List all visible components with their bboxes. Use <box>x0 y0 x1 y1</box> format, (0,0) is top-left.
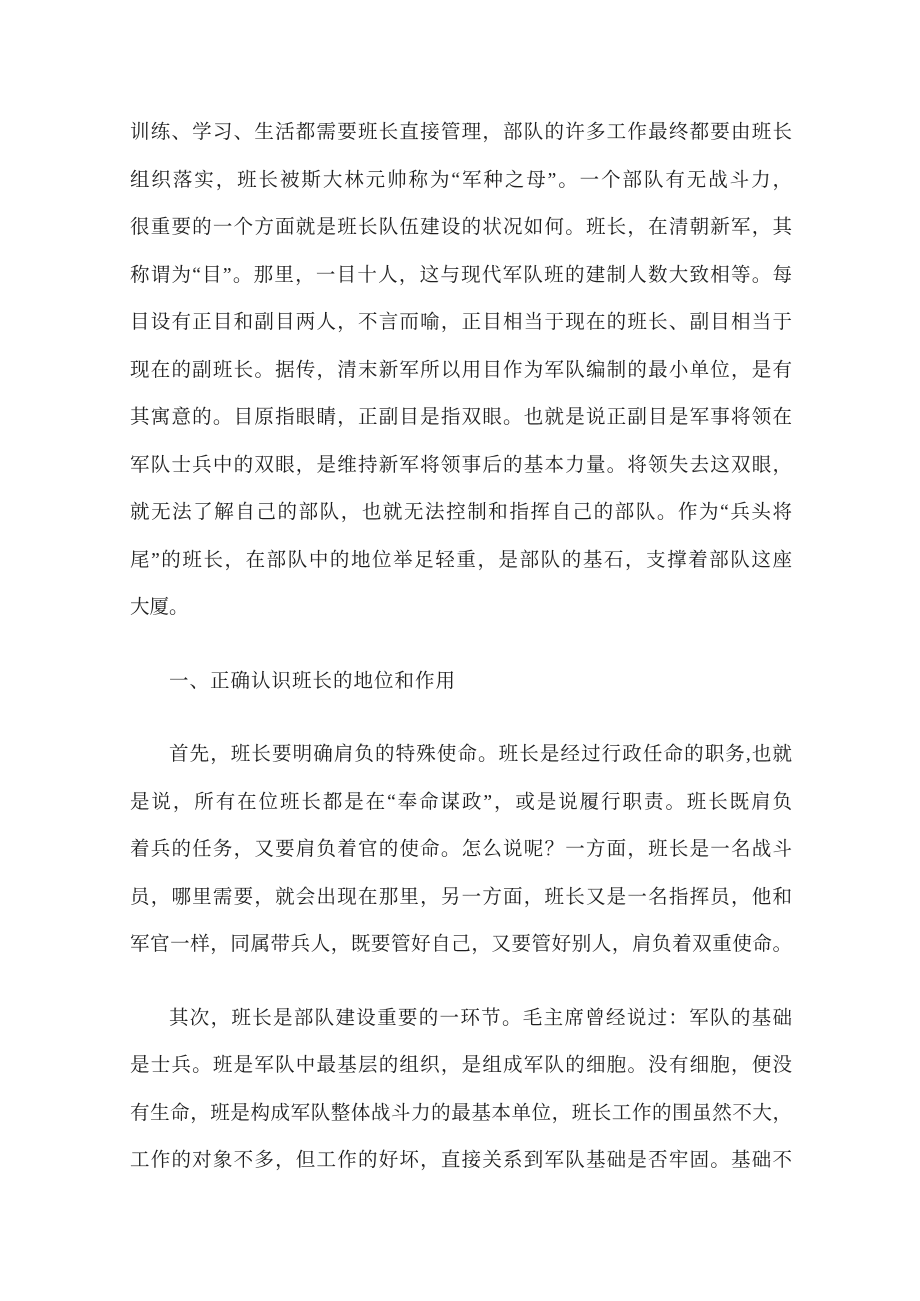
text-line: 着兵的任务，又要肩负着官的使命。怎么说呢？一方面，班长是一名战斗 <box>130 839 792 860</box>
section-heading <box>130 658 792 706</box>
text-line: 军队士兵中的双眼，是维持新军将领事后的基本力量。将领失去这双眼， <box>130 454 792 476</box>
text-line: 其次，班长是部队建设重要的一环节。毛主席曾经说过：军队的基础 <box>169 1007 792 1029</box>
document-body <box>130 109 792 1185</box>
text-line: 现在的副班长。据传，清末新军所以用目作为军队编制的最小单位，是有 <box>130 359 792 381</box>
paragraph <box>130 109 792 632</box>
text-line: 是士兵。班是军队中最基层的组织，是组成军队的细胞。没有细胞，便没 <box>130 1055 792 1076</box>
heading-line: 一、正确认识班长的地位和作用 <box>169 670 457 692</box>
text-line: 称谓为“目”。那里，一目十人，这与现代军队班的建制人数大致相等。每 <box>130 264 792 286</box>
text-line: 其寓意的。目原指眼睛，正副目是指双眼。也就是说正副目是军事将领在 <box>130 407 792 428</box>
text-line: 员，哪里需要，就会出现在那里，另一方面，班长又是一名指挥员，他和 <box>130 886 792 908</box>
text-line: 很重要的一个方面就是班长队伍建设的状况如何。班长，在清朝新军，其 <box>130 217 792 238</box>
text-line: 是说，所有在位班长都是在“奉命谋政”，或是说履行职责。班长既肩负 <box>130 791 792 813</box>
text-line: 军官一样，同属带兵人，既要管好自己，又要管好别人，肩负着双重使命。 <box>130 934 792 955</box>
text-line: 目设有正目和副目两人，不言而喻，正目相当于现在的班长、副目相当于 <box>130 312 792 333</box>
text-line: 尾”的班长，在部队中的地位举足轻重，是部队的基石，支撑着部队这座 <box>130 549 792 571</box>
text-line: 就无法了解自己的部队，也就无法控制和指挥自己的部队。作为“兵头将 <box>130 502 792 523</box>
paragraph <box>130 995 792 1185</box>
text-line: 有生命，班是构成军队整体战斗力的最基本单位，班长工作的围虽然不大， <box>130 1102 792 1124</box>
paragraph <box>130 731 792 969</box>
text-line: 训练、学习、生活都需要班长直接管理，部队的许多工作最终都要由班长 <box>130 122 792 143</box>
text-line: 首先，班长要明确肩负的特殊使命。班长是经过行政任命的职务,也就 <box>169 744 792 765</box>
text-line: 大厦。 <box>130 597 189 618</box>
text-line: 工作的对象不多，但工作的好坏，直接关系到军队基础是否牢固。基础不 <box>130 1150 792 1171</box>
text-line: 组织落实，班长被斯大林元帅称为“军种之母”。一个部队有无战斗力， <box>130 169 792 191</box>
